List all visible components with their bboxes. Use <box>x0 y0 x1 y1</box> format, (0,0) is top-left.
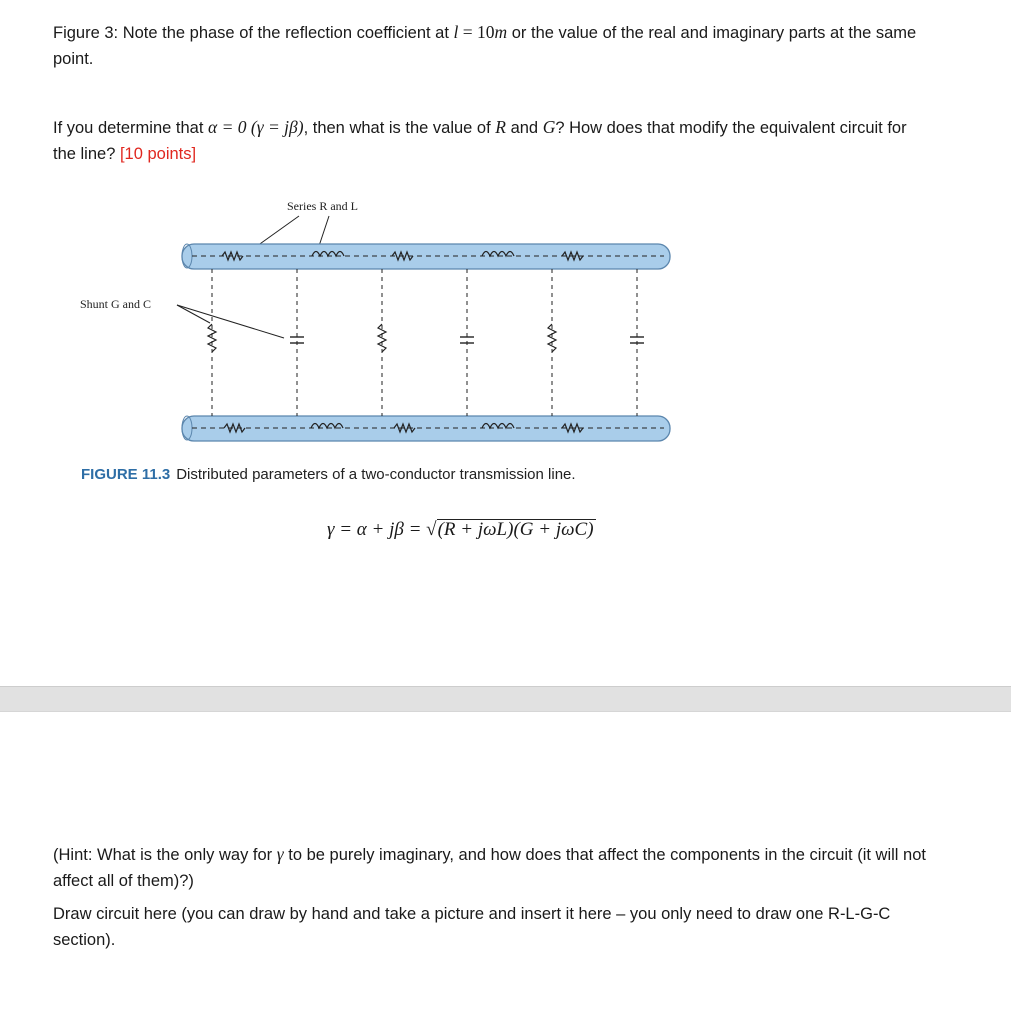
equation-lhs: γ = α + jβ = <box>327 519 427 540</box>
hint-math-gamma: γ <box>276 844 284 864</box>
question-text-b: , then what is the value of <box>303 119 496 137</box>
hint-text-b: to be purely imaginary, and how does that affect the components in the circuit (it will not affect all of them)?) <box>53 846 926 890</box>
question-text-c: and <box>505 119 543 137</box>
propagation-constant-equation <box>327 519 596 541</box>
series-pointer-a <box>257 216 299 246</box>
question-math-g: G <box>542 117 556 137</box>
note-math-m: m <box>494 22 508 42</box>
question-text-a: If you determine that <box>53 119 209 137</box>
caption-text: Distributed parameters of a two-conductor transmission line. <box>176 466 576 483</box>
hint-paragraph <box>53 841 933 894</box>
note-math-l: l <box>453 22 459 42</box>
hint-text-a: (Hint: What is the only way for <box>53 846 277 864</box>
question-text-d: ? How does that modify the equivalent circuit for the line? <box>53 119 907 163</box>
question-math-r: R <box>495 117 506 137</box>
caption-number: FIGURE 11.3 <box>81 466 171 483</box>
label-series-r-l: Series R and L <box>287 199 358 213</box>
label-shunt-g-c: Shunt G and C <box>80 297 152 311</box>
page-divider <box>0 686 1011 712</box>
question-points: [10 points] <box>119 145 197 163</box>
equation-radicand: (R + jωL)(G + jωC) <box>437 519 594 540</box>
shunt-pointer-b <box>177 305 284 338</box>
question-paragraph <box>53 114 933 167</box>
note-text-a: Figure 3: Note the phase of the reflection coefficient at <box>53 24 454 42</box>
figure-caption <box>81 466 576 483</box>
note-text-b: = 10 <box>458 22 495 42</box>
transmission-line-figure <box>74 190 674 490</box>
note-text-c: or the value of the real and imaginary parts at the same point. <box>53 24 917 68</box>
shunt-elements <box>208 269 644 416</box>
series-pointer-b <box>319 216 329 246</box>
sqrt-sign-icon: √ <box>426 519 437 540</box>
figure3-note <box>53 19 933 72</box>
question-math-alpha: α = 0 (γ = jβ) <box>208 117 304 137</box>
draw-instruction: Draw circuit here (you can draw by hand and take a picture and insert it here – you only need to draw one R-L-G-C section). <box>53 905 891 949</box>
